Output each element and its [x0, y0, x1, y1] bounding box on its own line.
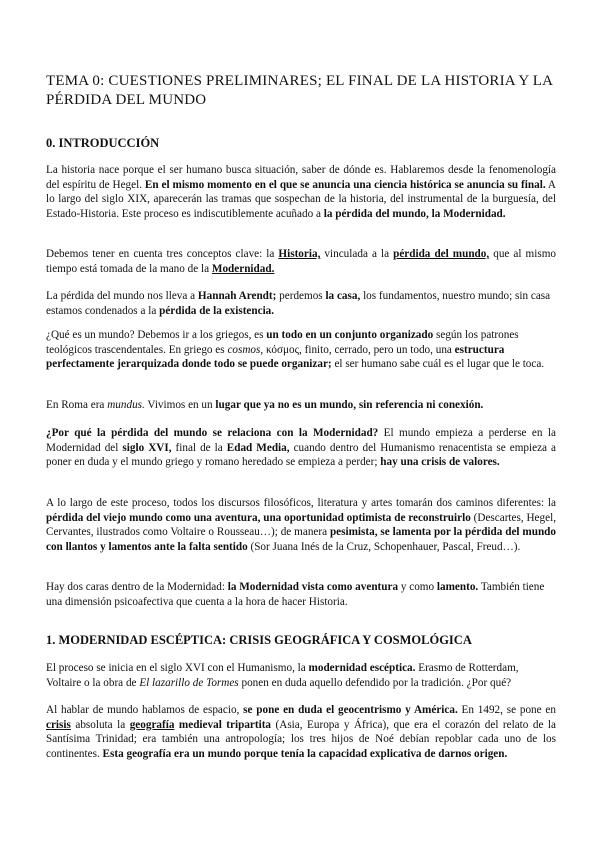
paragraph-modernidad-perdida: ¿Por qué la pérdida del mundo se relaciona con la Modernidad? El mundo empieza a perderse en la Modernidad del siglo XVI, final de la Edad Media, cuando dentro del Humanismo renacentista se empieza a poner en duda y el mundo griego y romano heredado se empieza a perder; hay una crisis de valores.	[46, 427, 556, 469]
paragraph-arendt: La pérdida del mundo nos lleva a Hannah Arendt; perdemos la casa, los fundamentos, nuestro mundo; sin casa estamos condenados a la pérdida de la existencia.	[46, 290, 551, 317]
paragraph-roma: En Roma era mundus. Vivimos en un lugar que ya no es un mundo, sin referencia ni conexión.	[46, 399, 484, 411]
section-heading-introduction: 0. INTRODUCCIÓN	[46, 136, 160, 150]
paragraph-dos-caras: Hay dos caras dentro de la Modernidad: la Modernidad vista como aventura y como lamento. También tiene una dimensión psicoafectiva que cuenta a la hora de hacer Historia.	[46, 581, 545, 608]
paragraph-conceptos-clave: Debemos tener en cuenta tres conceptos clave: la Historia, vinculada a la pérdida del mundo, que al mismo tiempo está tomada de la mano de la Modernidad.	[46, 248, 557, 275]
paragraph-geocentrismo: Al hablar de mundo hablamos de espacio, se pone en duda el geocentrismo y América. En 1492, se pone en crisis absoluta la geografía medieval tripartita (Asia, Europa y África), que era el corazón del relato de la Santísima Trinidad; era también una antropología; los tres hijos de Noé debían repoblar cada uno de los continentes. Esta geografía era un mundo porque tenía la capacidad explicativa de darnos origen.	[46, 704, 556, 760]
paragraph-dos-caminos: A lo largo de este proceso, todos los discursos filosóficos, literatura y artes tomarán dos caminos diferentes: la pérdida del viejo mundo como una aventura, una oportunidad optimista de reconstruirlo (Descartes, Hegel, Cervantes, ilustrados como Voltaire o Rousseau…); de manera pesimista, se lamenta por la pérdida del mundo con llantos y lamentos ante la falta sentido (Sor Juana Inés de la Cruz, Schopenhauer, Pascal, Freud…).	[46, 497, 556, 553]
paragraph-humanismo: El proceso se inicia en el siglo XVI con el Humanismo, la modernidad escéptica. Erasmo de Rotterdam, Voltaire o la obra de El lazarillo de Tormes ponen en duda aquello defendido por la tradición. ¿Por qué?	[46, 662, 519, 689]
section-heading-modernidad-esceptica: 1. MODERNIDAD ESCÉPTICA: CRISIS GEOGRÁFICA Y COSMOLÓGICA	[46, 633, 472, 647]
paragraph-historia: La historia nace porque el ser humano busca situación, saber de dónde es. Hablaremos desde la fenomenología del espíritu de Hegel. En el mismo momento en el que se anuncia una ciencia histórica se anuncia su final. A lo largo del siglo XIX, aparecerán las tramas que sospechan de la historia, del instrumental de la burguesía, del Estado-Historia. Este proceso es indiscutiblemente acuñado a la pérdida del mundo, la Modernidad.	[46, 164, 556, 220]
document-title: TEMA 0: CUESTIONES PRELIMINARES; EL FINAL DE LA HISTORIA Y LA PÉRDIDA DEL MUNDO	[46, 73, 553, 108]
paragraph-que-es-un-mundo: ¿Qué es un mundo? Debemos ir a los griegos, es un todo en un conjunto organizado según los patrones teológicos trascendentales. En griego es cosmos, κόσμος, finito, cerrado, pero un todo, una estructura perfectamente jerarquizada donde todo se puede organizar; el ser humano sabe cuál es el lugar que le toca.	[46, 329, 545, 371]
